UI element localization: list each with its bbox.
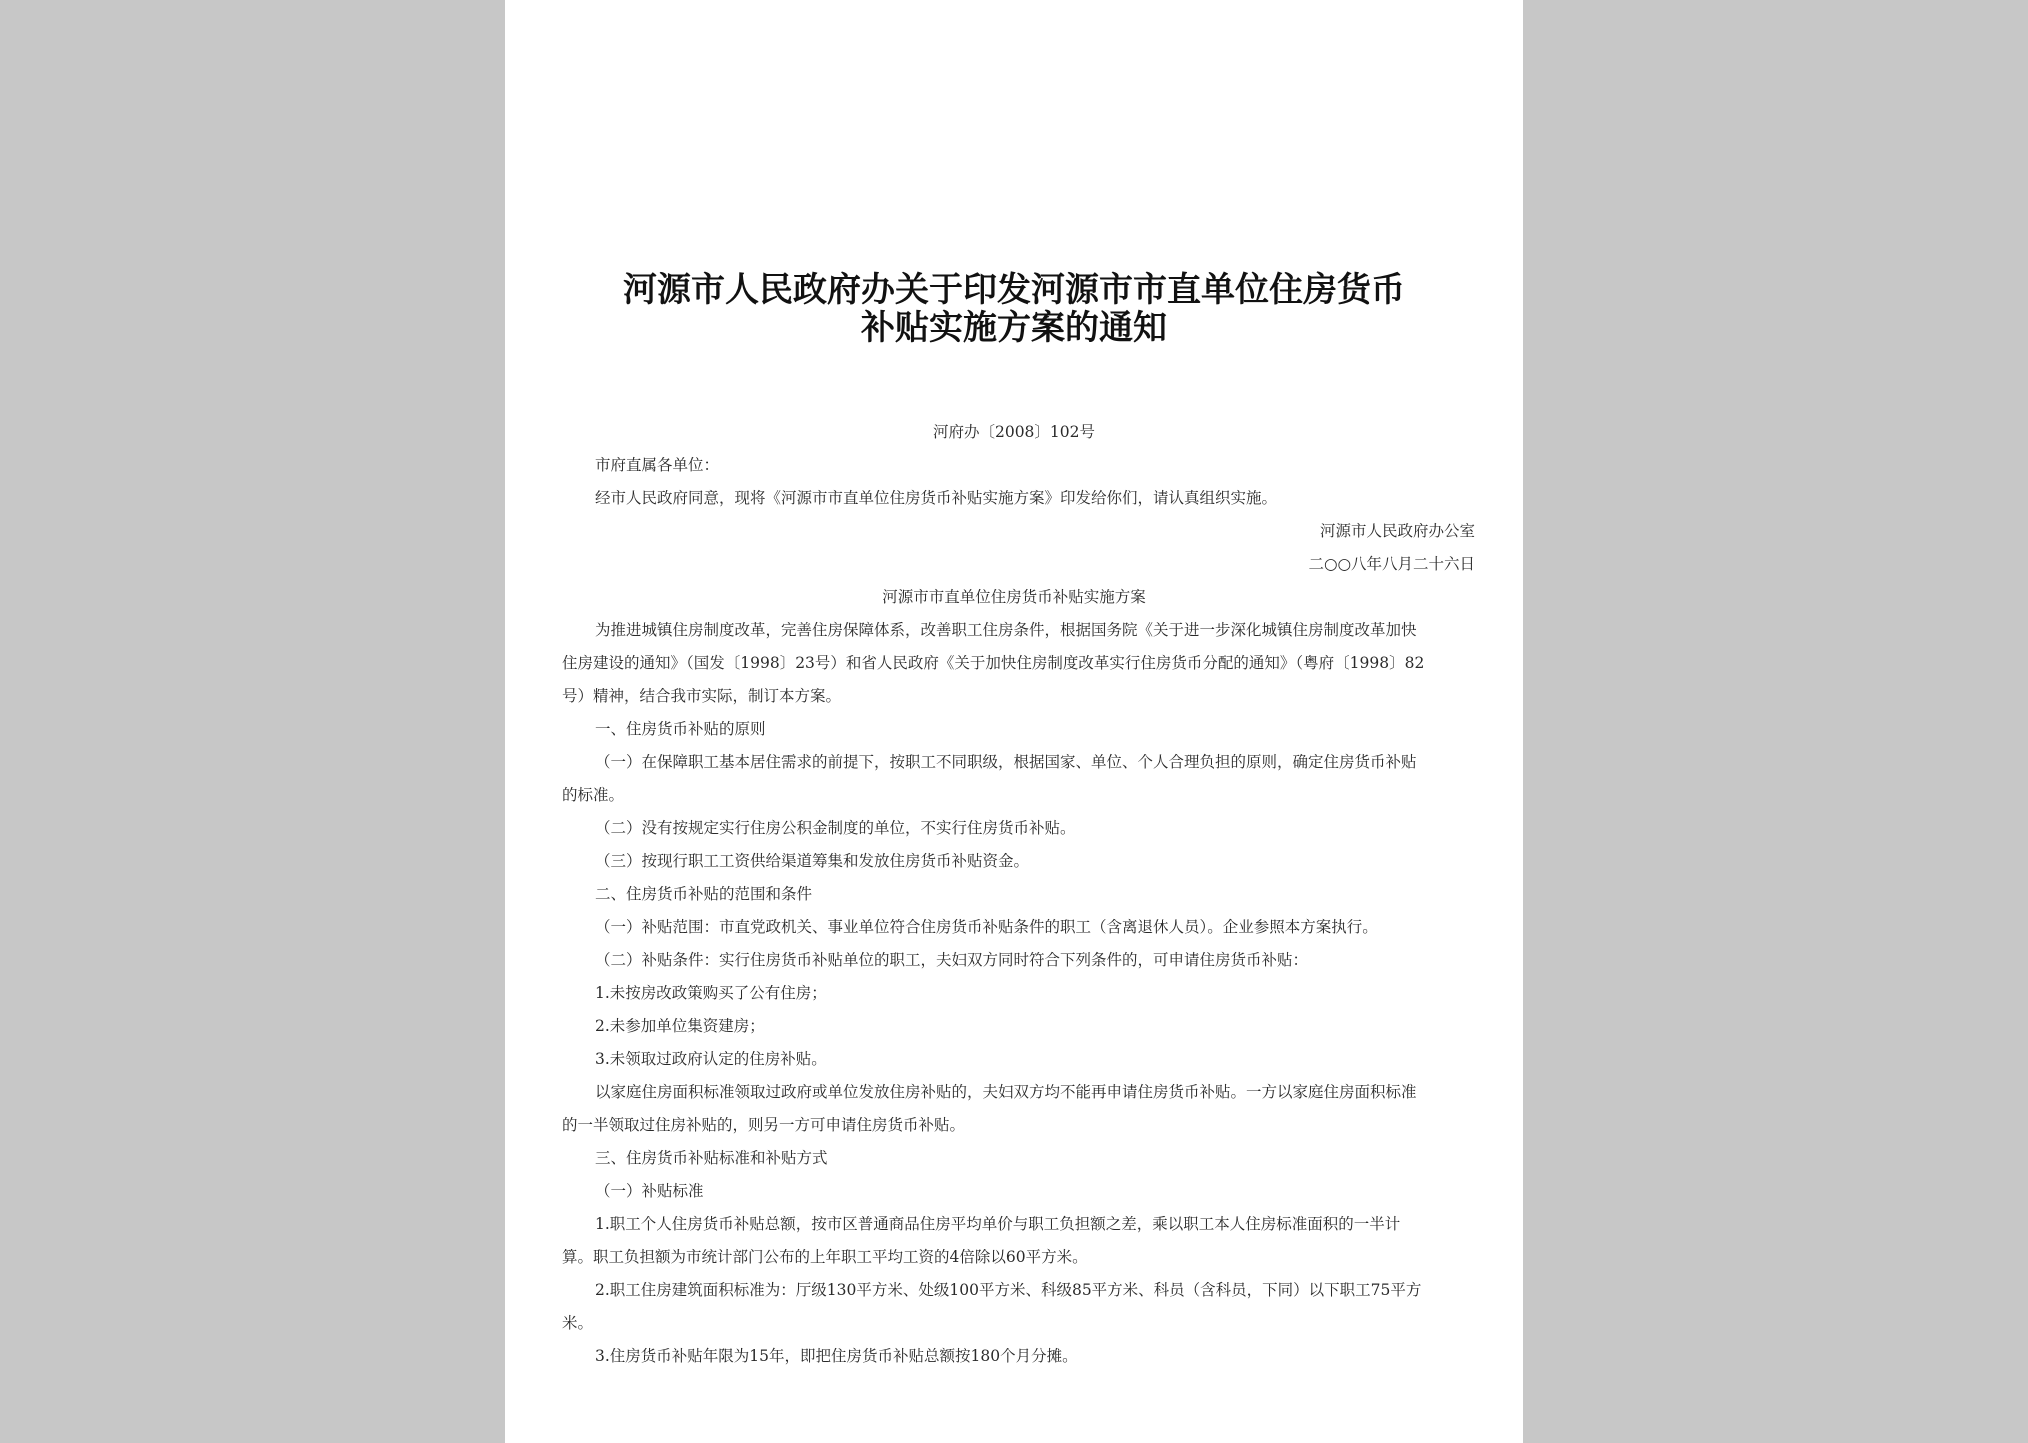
document-number: 河府办〔2008〕102号 <box>932 423 1096 441</box>
issue-date: 二○○八年八月二十六日 <box>1308 555 1475 573</box>
body-line: 米。 <box>562 1314 594 1332</box>
body-line: 为推进城镇住房制度改革，完善住房保障体系，改善职工住房条件，根据国务院《关于进一步深化城镇住房制度改革加快 <box>595 621 1417 639</box>
section-heading: 二、住房货币补贴的范围和条件 <box>595 885 813 903</box>
body-line: 的一半领取过住房补贴的，则另一方可申请住房货币补贴。 <box>562 1116 966 1134</box>
body-line: （二）补贴条件：实行住房货币补贴单位的职工，夫妇双方同时符合下列条件的，可申请住房货币补贴： <box>595 951 1309 969</box>
body-line: 1.未按房改政策购买了公有住房； <box>595 984 827 1002</box>
document-page <box>505 0 1523 1443</box>
body-line: 2.未参加单位集资建房； <box>595 1017 765 1035</box>
body-line: 算。职工负担额为市统计部门公布的上年职工平均工资的4倍除以60平方米。 <box>562 1248 1088 1266</box>
body-line: 以家庭住房面积标准领取过政府或单位发放住房补贴的，夫妇双方均不能再申请住房货币补贴。一方以家庭住房面积标准 <box>595 1083 1417 1101</box>
document-title-line-1: 河源市人民政府办关于印发河源市市直单位住房货币 <box>623 270 1405 310</box>
body-line: （三）按现行职工工资供给渠道筹集和发放住房货币补贴资金。 <box>595 852 1030 870</box>
document-title-line-2: 补贴实施方案的通知 <box>861 308 1167 348</box>
body-line: 1.职工个人住房货币补贴总额，按市区普通商品住房平均单价与职工负担额之差，乘以职工本人住房标准面积的一半计 <box>595 1215 1401 1233</box>
issuer: 河源市人民政府办公室 <box>1319 522 1475 540</box>
body-line: 2.职工住房建筑面积标准为：厅级130平方米、处级100平方米、科级85平方米、科员（含科员，下同）以下职工75平方 <box>595 1281 1422 1299</box>
intro-paragraph: 经市人民政府同意，现将《河源市市直单位住房货币补贴实施方案》印发给你们，请认真组织实施。 <box>595 489 1278 507</box>
body-line: 号）精神，结合我市实际，制订本方案。 <box>562 687 842 705</box>
body-line: 住房建设的通知》（国发〔1998〕23号）和省人民政府《关于加快住房制度改革实行住房货币分配的通知》（粤府〔1998〕82 <box>562 654 1425 672</box>
body-line: （二）没有按规定实行住房公积金制度的单位，不实行住房货币补贴。 <box>595 819 1076 837</box>
body-line: 3.未领取过政府认定的住房补贴。 <box>595 1050 827 1068</box>
section-heading: 一、住房货币补贴的原则 <box>595 720 766 738</box>
section-heading: 三、住房货币补贴标准和补贴方式 <box>595 1149 828 1167</box>
plan-title: 河源市市直单位住房货币补贴实施方案 <box>882 588 1146 606</box>
body-line: （一）在保障职工基本居住需求的前提下，按职工不同职级，根据国家、单位、个人合理负担的原则，确定住房货币补贴 <box>595 753 1417 771</box>
body-line: 3.住房货币补贴年限为15年，即把住房货币补贴总额按180个月分摊。 <box>595 1347 1078 1365</box>
body-line: 的标准。 <box>562 786 625 804</box>
body-line: （一）补贴范围：市直党政机关、事业单位符合住房货币补贴条件的职工（含离退休人员）。企业参照本方案执行。 <box>595 918 1378 936</box>
addressee: 市府直属各单位： <box>595 456 720 474</box>
body-line: （一）补贴标准 <box>595 1182 704 1200</box>
